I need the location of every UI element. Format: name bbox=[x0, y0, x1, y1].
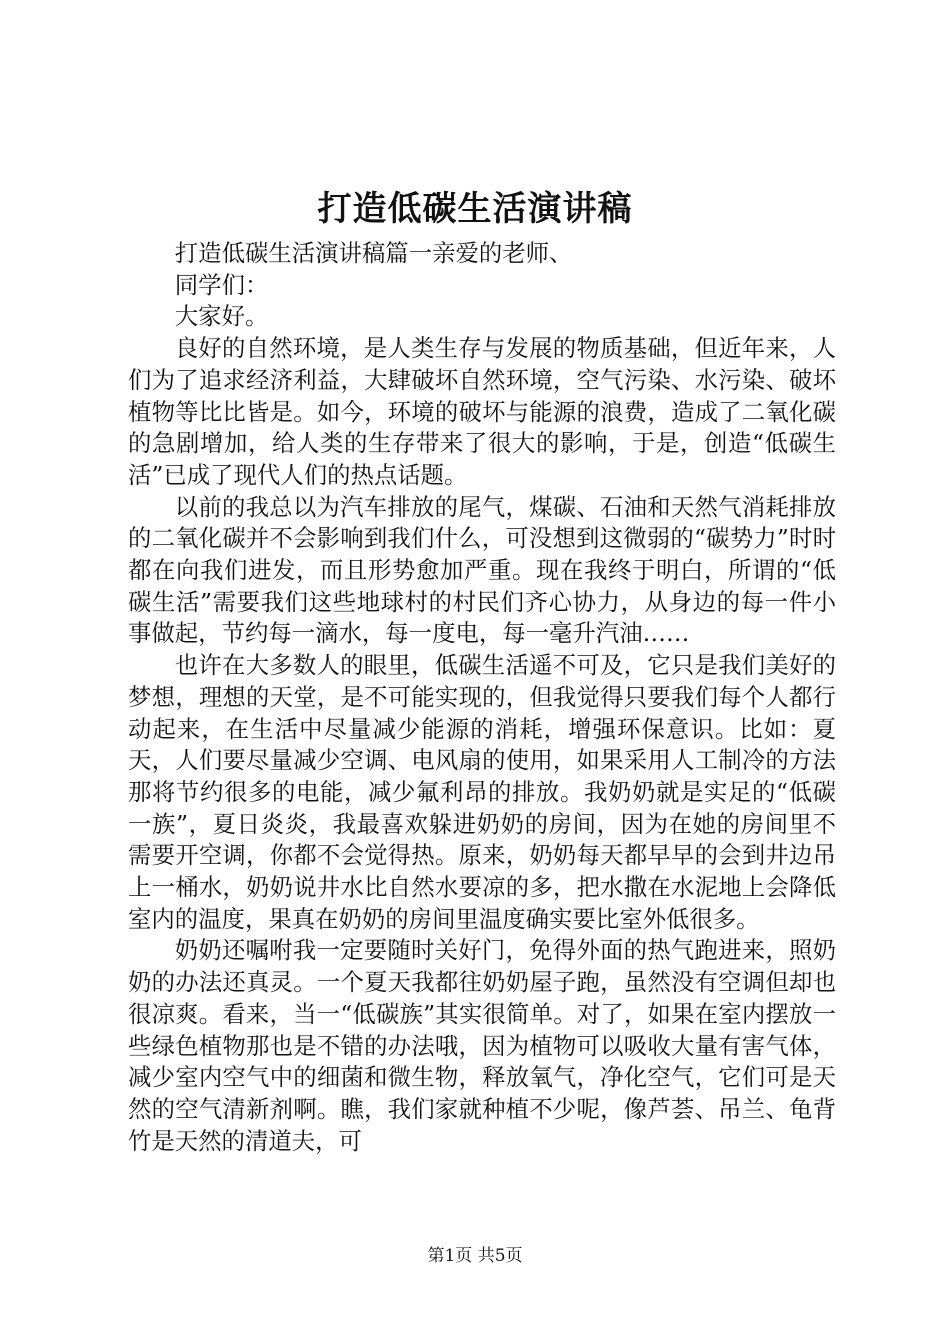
page-footer: 第1页 共5页 bbox=[427, 1246, 523, 1266]
paragraph-greeting: 大家好。 bbox=[174, 302, 269, 331]
paragraph-carbon-power: 以前的我总以为汽车排放的尾气，煤碳、石油和天然气消耗排放的二氧化碳并不会影响到我们什么，可没想到这微弱的“碳势力”时时都在向我们进发，而且形势愈加严重。现在我终于明白，所谓的“低碳生活”需要我们这些地球村的村民们齐心协力，从身边的每一件小事做起，节约每一滴水，每一度电，每一毫升汽油…… bbox=[128, 492, 836, 648]
paragraph-opening: 打造低碳生活演讲稿篇一亲爱的老师、 bbox=[174, 239, 573, 267]
document-body bbox=[128, 238, 836, 1157]
document-title: 打造低碳生活演讲稿 bbox=[317, 189, 633, 229]
paragraph-grandma-low-carbon: 也许在大多数人的眼里，低碳生活遥不可及，它只是我们美好的梦想，理想的天堂，是不可能实现的，但我觉得只要我们每个人都行动起来，在生活中尽量减少能源的消耗，增强环保意识。比如：夏天，人们要尽量减少空调、电风扇的使用，如果采用人工制冷的方法那将节约很多的电能，减少氟利昂的排放。我奶奶就是实足的“低碳一族”，夏日炎炎，我最喜欢躲进奶奶的房间，因为在她的房间里不需要开空调，你都不会觉得热。原来，奶奶每天都早早的会到井边吊上一桶水，奶奶说井水比自然水要凉的多，把水撒在水泥地上会降低室内的温度，果真在奶奶的房间里温度确实要比室外低很多。 bbox=[128, 651, 836, 933]
paragraph-plants: 奶奶还嘱咐我一定要随时关好门，免得外面的热气跑进来，照奶奶的办法还真灵。一个夏天我都往奶奶屋子跑，虽然没有空调但却也很凉爽。看来，当一“低碳族”其实很简单。对了，如果在室内摆放一些绿色植物那也是不错的办法哦，因为植物可以吸收大量有害气体，减少室内空气中的细菌和微生物，释放氧气，净化空气，它们可是天然的空气清新剂啊。瞧，我们家就种植不少呢，像芦荟、吊兰、龟背竹是天然的清道夫，可 bbox=[128, 936, 836, 1155]
paragraph-environment: 良好的自然环境，是人类生存与发展的物质基础，但近年来，人们为了追求经济利益，大肆破坏自然环境，空气污染、水污染、破坏植物等比比皆是。如今，环境的破坏与能源的浪费，造成了二氧化碳的急剧增加，给人类的生存带来了很大的影响，于是，创造“低碳生活”已成了现代人们的热点话题。 bbox=[128, 334, 836, 489]
paragraph-salutation: 同学们： bbox=[174, 270, 269, 299]
